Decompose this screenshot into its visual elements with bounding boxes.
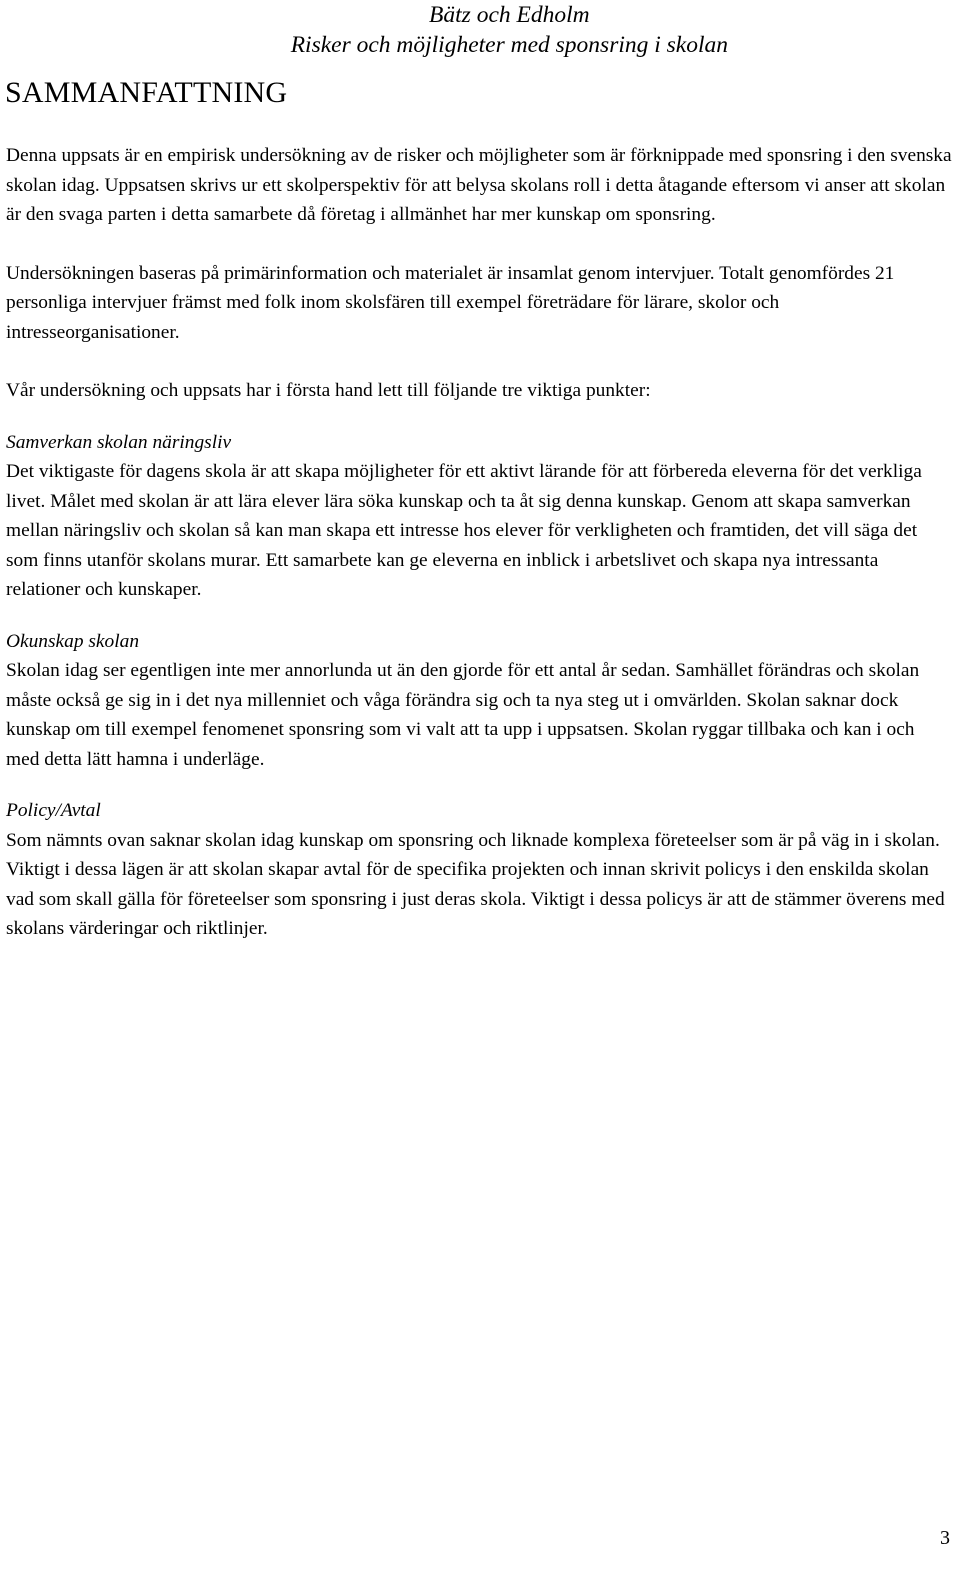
header-title: Risker och möjligheter med sponsring i skolan <box>290 32 728 58</box>
running-header <box>291 0 728 60</box>
document-body <box>6 141 952 944</box>
page-number: 3 <box>940 1527 950 1549</box>
section-title-okunskap: Okunskap skolan <box>6 630 140 652</box>
method-paragraph: Undersökningen baseras på primärinformation och materialet är insamlat genom intervjuer. Totalt genomfördes 21 personliga intervjuer främst med folk inom skolsfären till exempel företrädare för lärare, skolor och intresseorganisationer. <box>6 262 895 343</box>
section-title-samverkan: Samverkan skolan näringsliv <box>6 431 232 453</box>
section-text-policy: Som nämnts ovan saknar skolan idag kunskap om sponsring och liknade komplexa företeelser som är på väg in i skolan. Viktigt i dessa lägen är att skolan skapar avtal för de specifika projekten och innan skrivit policys i den enskilda skolan vad som skall gälla för företeelser som sponsring i just deras skola. Viktigt i dessa policys är att de stämmer överens med skolans värderingar och riktlinjer. <box>6 829 945 939</box>
header-authors: Bätz och Edholm <box>429 2 590 28</box>
page-heading: SAMMANFATTNING <box>5 76 288 109</box>
section-text-samverkan: Det viktigaste för dagens skola är att skapa möjligheter för ett aktivt lärande för att förbereda eleverna för det verkliga livet. Målet med skolan är att lära elever lära söka kunskap och ta åt sig denna kunskap. Genom att skapa samverkan mellan näringsliv och skolan så kan man skapa ett intresse hos elever för verkligheten och framtiden, det vill säga det som finns utanför skolans murar. Ett samarbete kan ge eleverna en inblick i arbetslivet och skapa nya intressanta relationer och kunskaper. <box>6 461 922 600</box>
section-title-policy: Policy/Avtal <box>6 800 101 821</box>
section-text-okunskap: Skolan idag ser egentligen inte mer annorlunda ut än den gjorde för ett antal år sedan. Samhället förändras och skolan måste också ge sig in i det nya millenniet och våga förändra sig och ta nya steg ut i omvärlden. Skolan saknar dock kunskap om till exempel fenomenet sponsring som vi valt att ta upp i uppsatsen. Skolan ryggar tillbaka och kan i och med detta lätt hamna i underläge. <box>6 660 920 770</box>
points-intro-paragraph: Vår undersökning och uppsats har i första hand lett till följande tre viktiga punkter: <box>6 380 651 401</box>
intro-paragraph: Denna uppsats är en empirisk undersökning av de risker och möjligheter som är förknippade med sponsring i den svenska skolan idag. Uppsatsen skrivs ur ett skolperspektiv för att belysa skolans roll i detta åtagande eftersom vi anser att skolan är den svaga parten i detta samarbete då företag i allmänhet har mer kunskap om sponsring. <box>6 145 952 225</box>
